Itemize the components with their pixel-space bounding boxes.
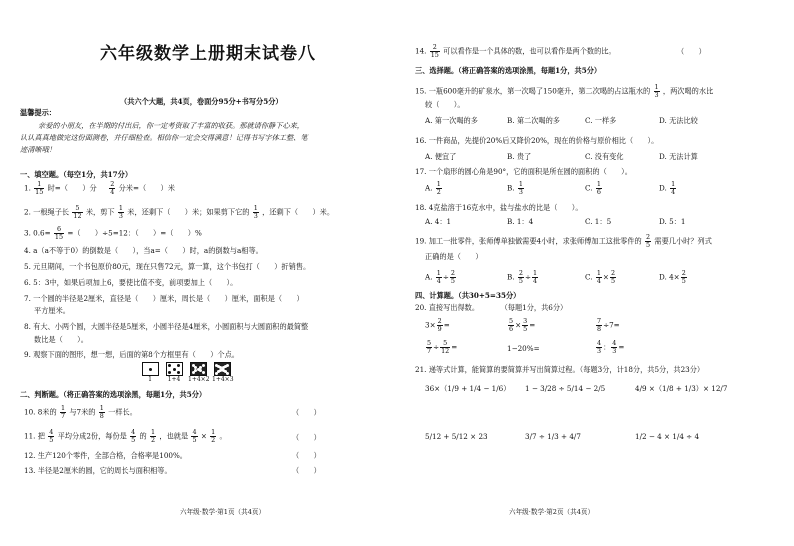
tip-heading: 温馨提示： [20, 108, 56, 117]
q16-option-a[interactable]: A. 便宜了 [425, 152, 457, 161]
question-6: 6. 5：3中，如果后项加上6，要使比值不变，前项要加上（ ）。 [24, 278, 238, 287]
q16-option-c[interactable]: C. 没有变化 [585, 152, 624, 161]
section-multiple-choice: 三、选择题。（将正确答案的选项涂黑，每题1分，共5分） [415, 66, 602, 75]
question-19: 19. 加工一批零件，张师傅单独做需要4小时，求张师傅加工这批零件的 $\frac{2}{5}$ 需要几小时？列式 [415, 233, 712, 249]
exam-page-2 [397, 0, 794, 546]
exam-subtitle: （共六个大题，共4页，卷面分95分+书写分5分） [120, 97, 283, 106]
question-7: 7. 一个圆的半径是2厘米，直径是（ ）厘米，周长是（ ）厘米，面积是（ ） [24, 294, 304, 303]
question-17: 17. 一个扇形的圆心角是90°，它的面积是所在圆的面积的（ ）。 [415, 167, 632, 176]
question-19-cont: 正确的是（ ） [425, 252, 483, 261]
question-12: 12. 生产120个零件，全部合格，合格率是100%。 [24, 451, 187, 460]
page-2-footer: 六年级·数学·第2页（共4页） [509, 508, 595, 516]
q19-option-c[interactable]: C. $\frac{1}{4}$ × $\frac{2}{5}$ [585, 269, 616, 285]
dot-figure-2: 1+4 [164, 362, 184, 384]
q17-option-c[interactable]: C. $\frac{1}{6}$ [585, 180, 601, 196]
section-true-false: 二、判断题。（将正确答案的选项涂黑，每题1分，共5分） [20, 390, 207, 399]
question-5: 5. 元旦期间，一个书包原价80元，现在只售72元，算一算，这个书包打（ ）折销售。 [24, 262, 311, 271]
q21-expression-2: 1 − 3/28 ÷ 5/14 − 2/5 [525, 384, 606, 393]
q20-item-4: $\frac{5}{7}$ ÷ $\frac{5}{12}$ = [427, 339, 458, 355]
q20-item-3: $\frac{7}{8}$ ÷7= [597, 317, 620, 333]
q17-option-d[interactable]: D. $\frac{1}{4}$ [659, 180, 676, 196]
q21-expression-4: 5/12 + 5/12 × 23 [425, 432, 488, 441]
question-20: 20. 直接写出得数。 （每题1分，共6分） [415, 303, 568, 312]
q21-expression-5: 3/7 ÷ 1/3 + 4/7 [525, 432, 581, 441]
dot-figure-4: 1+4×3 [212, 362, 232, 384]
question-1: 1. $\frac{1}{15}$ 时=（ ）分 $\frac{2}{4}$ 分米=（ ）米 [24, 180, 175, 196]
question-2: 2. 一根绳子长 $\frac{5}{12}$ 米，剪下 $\frac{1}{3}$ 米，还剩下（ ）米；如果剪下它的 $\frac{1}{3}$ ，还剩下（ ）米。 [24, 204, 335, 220]
question-21: 21. 递等式计算，能简算的要简算并写出简算过程。（每题3分，计18分，共5分，共23分） [415, 365, 705, 374]
q15-option-d[interactable]: D. 无法比较 [659, 116, 698, 125]
q18-option-a[interactable]: A. 4：1 [425, 217, 452, 226]
tip-line-1: 亲爱的小朋友，在半期的付出后，你一定考资取了丰富的收获。那就请你静下心来， [38, 121, 304, 130]
dot-figure-1: 1 [140, 362, 160, 384]
question-13: 13. 半径是2厘米的圆，它的周长与面积相等。 [24, 466, 172, 475]
q18-option-b[interactable]: B. 1：4 [507, 217, 534, 226]
answer-blank-12[interactable]: （ ） [292, 451, 321, 460]
question-8: 8. 有大、小两个圆，大圆半径是5厘米，小圆半径是4厘米，小圆面积与大圆面积的最简整 [24, 322, 309, 331]
fraction: $\frac{1}{15}$ [35, 180, 44, 196]
question-10: 10. 8米的 $\frac{1}{7}$ 与7米的 $\frac{1}{8}$ 一样长。 [24, 404, 137, 420]
answer-blank-11[interactable]: （ ） [292, 433, 321, 442]
q18-option-d[interactable]: D. 5：1 [659, 217, 686, 226]
question-11: 11. 把 $\frac{4}{5}$ 平均分成2份，每份是 $\frac{4}{5}$ 的 $\frac{1}{2}$ ，也就是 $\frac{4}{5}$ × $\frac{1}{2}$ 。 [24, 428, 227, 444]
question-14: 14. $\frac{2}{15}$ 可以看作是一个具体的数，也可以看作是两个数的比。 [415, 43, 616, 59]
question-18: 18. 4克盐溶于16克水中，盐与盐水的比是（ ）。 [415, 203, 583, 212]
dot-pattern-figures [140, 362, 232, 384]
answer-blank-13[interactable]: （ ） [292, 466, 321, 475]
section-calculation: 四、计算题。（共30+5=35分） [415, 291, 521, 300]
q19-option-b[interactable]: B. $\frac{2}{5}$ ÷ $\frac{1}{4}$ [507, 269, 538, 285]
q20-item-1: 3× $\frac{2}{9}$ = [425, 317, 450, 333]
q17-option-a[interactable]: A. $\frac{1}{2}$ [425, 180, 441, 196]
q20-item-6: $\frac{4}{3}$ ： $\frac{4}{3}$ = [597, 339, 625, 355]
q20-item-5: 1−20%= [507, 344, 540, 353]
question-8-cont: 数比是（ ）。 [34, 335, 88, 344]
q16-option-d[interactable]: D. 无法计算 [659, 152, 698, 161]
dot-figure-3: 1+4×2 [188, 362, 208, 384]
section-fill-in: 一、填空题。（每空1分，共17分） [20, 170, 133, 179]
question-16: 16. 一件商品，先提价20%后又降价20%，现在的价格与原价相比（ ）。 [415, 136, 659, 145]
q21-expression-6: 1/2 − 4 × 1/4 ÷ 4 [635, 432, 700, 441]
q21-expression-3: 4/9 ×（1/8 + 1/3）× 12/7 [635, 384, 728, 393]
q21-expression-1: 36×（1/9 + 1/4 − 1/6） [425, 384, 511, 393]
exam-title: 六年级数学上册期末试卷八 [100, 44, 316, 64]
q15-option-b[interactable]: B. 第二次喝的多 [507, 116, 560, 125]
answer-blank-10[interactable]: （ ） [292, 408, 321, 417]
tip-line-3: 迹清晰哦！ [20, 145, 56, 154]
question-15-cont: 较（ ）。 [425, 100, 465, 109]
q20-item-2: $\frac{5}{6}$ × $\frac{3}{5}$ = [509, 317, 536, 333]
answer-blank-14[interactable]: （ ） [677, 47, 706, 56]
q17-option-b[interactable]: B. $\frac{1}{3}$ [507, 180, 523, 196]
q18-option-c[interactable]: C. 1：5 [585, 217, 612, 226]
question-9: 9. 观察下面的图形，想一想，后面的第8个方框里有（ ）个点。 [24, 350, 239, 359]
q15-option-c[interactable]: C. 一样多 [585, 116, 617, 125]
question-3: 3. 0.6= $\frac{6}{15}$ =（ ）÷5=12：（ ）=（ ）% [24, 225, 202, 241]
question-15: 15. 一瓶600毫升的矿泉水，第一次喝了150毫升，第二次喝的占这瓶水的 $\frac{1}{3}$ ，两次喝的水比 [415, 83, 714, 99]
question-7-cont: 平方厘米。 [34, 306, 70, 315]
question-4: 4. a（a不等于0）的倒数是（ ），当a=（ ）时，a的倒数与a相等。 [24, 246, 263, 255]
q19-option-d[interactable]: D. 4× $\frac{2}{5}$ [659, 269, 686, 285]
fraction: $\frac{2}{4}$ [110, 180, 115, 196]
q15-option-a[interactable]: A. 第一次喝的多 [425, 116, 478, 125]
q19-option-a[interactable]: A. $\frac{1}{4}$ ÷ $\frac{2}{5}$ [425, 269, 455, 285]
q16-option-b[interactable]: B. 贵了 [507, 152, 532, 161]
tip-line-2: 认认真真地做完这份面测卷，并仔细检查。相信你一定会交得满意！记得书写字体工整、笔 [20, 133, 308, 142]
page-1-footer: 六年级·数学·第1页（共4页） [180, 508, 266, 516]
